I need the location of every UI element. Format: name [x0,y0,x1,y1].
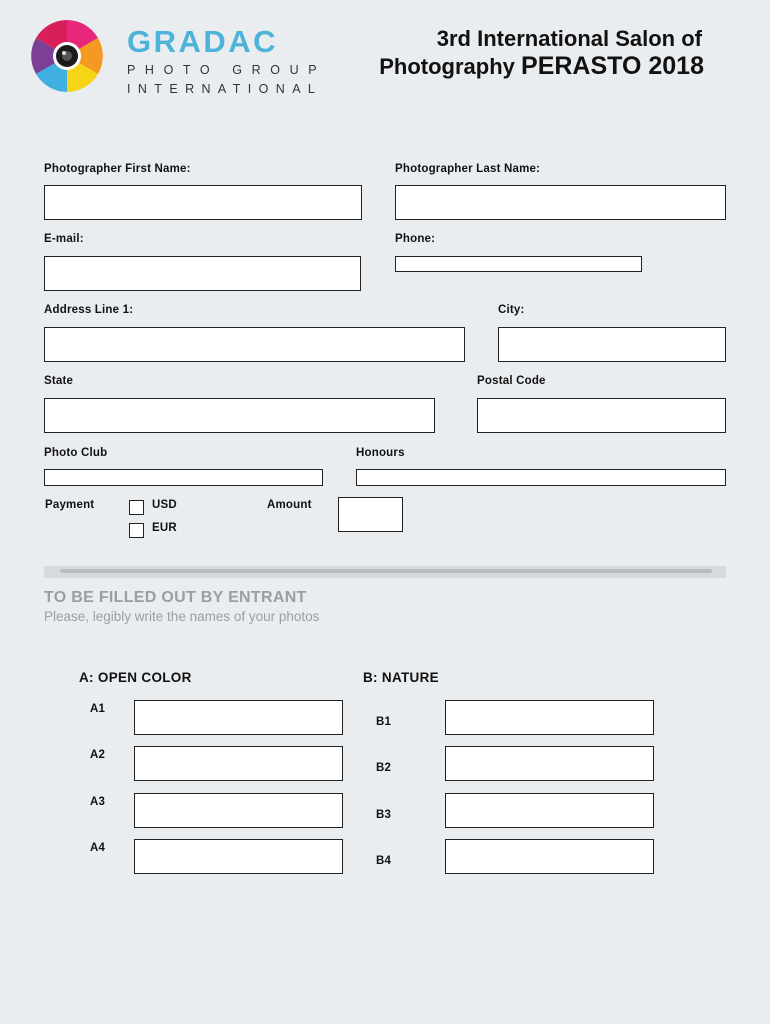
camera-aperture-icon [22,16,112,94]
a3-label: A3 [90,796,106,808]
b2-label: B2 [376,762,392,774]
email-label: E-mail: [44,233,84,245]
brand-subtitle: PHOTO GROUP [127,63,327,77]
amount-field[interactable] [338,497,403,532]
address-label: Address Line 1: [44,304,134,316]
a4-label: A4 [90,842,106,854]
postal-code-label: Postal Code [477,375,546,387]
state-field[interactable] [44,398,435,433]
a3-field[interactable] [134,793,343,828]
title-prefix: Photography [379,54,515,79]
brand-subtitle-2: INTERNATIONAL [127,82,323,96]
title-emphasis: PERASTO 2018 [521,52,704,80]
b3-field[interactable] [445,793,654,828]
honours-label: Honours [356,447,405,459]
b1-label: B1 [376,716,392,728]
usd-checkbox[interactable] [129,500,144,515]
last-name-field[interactable] [395,185,726,220]
address-field[interactable] [44,327,465,362]
open-color-heading: A: OPEN COLOR [79,670,192,685]
b4-label: B4 [376,855,392,867]
section-divider-line [60,569,712,573]
b2-field[interactable] [445,746,654,781]
entrant-section-title: TO BE FILLED OUT BY ENTRANT [44,589,307,606]
brand-name: GRADAC [127,24,279,59]
nature-heading: B: NATURE [363,670,439,685]
city-label: City: [498,304,525,316]
honours-field[interactable] [356,469,726,486]
phone-field[interactable] [395,256,642,272]
city-field[interactable] [498,327,726,362]
entrant-section-subtitle: Please, legibly write the names of your photos [44,609,320,624]
photo-club-label: Photo Club [44,447,108,459]
b1-field[interactable] [445,700,654,735]
usd-label: USD [152,499,177,511]
b3-label: B3 [376,809,392,821]
state-label: State [44,375,74,387]
page-title-line1: 3rd International Salon of [436,26,702,51]
a2-field[interactable] [134,746,343,781]
eur-label: EUR [152,522,177,534]
a2-label: A2 [90,749,106,761]
postal-code-field[interactable] [477,398,726,433]
b4-field[interactable] [445,839,654,874]
amount-label: Amount [267,499,312,511]
logo [22,16,112,94]
first-name-field[interactable] [44,185,362,220]
eur-checkbox[interactable] [129,523,144,538]
a1-field[interactable] [134,700,343,735]
photo-club-field[interactable] [44,469,323,486]
payment-label: Payment [45,499,95,511]
page-title-line2 [379,52,704,81]
a1-label: A1 [90,703,106,715]
phone-label: Phone: [395,233,436,245]
email-field[interactable] [44,256,361,291]
a4-field[interactable] [134,839,343,874]
last-name-label: Photographer Last Name: [395,163,541,175]
first-name-label: Photographer First Name: [44,163,191,175]
